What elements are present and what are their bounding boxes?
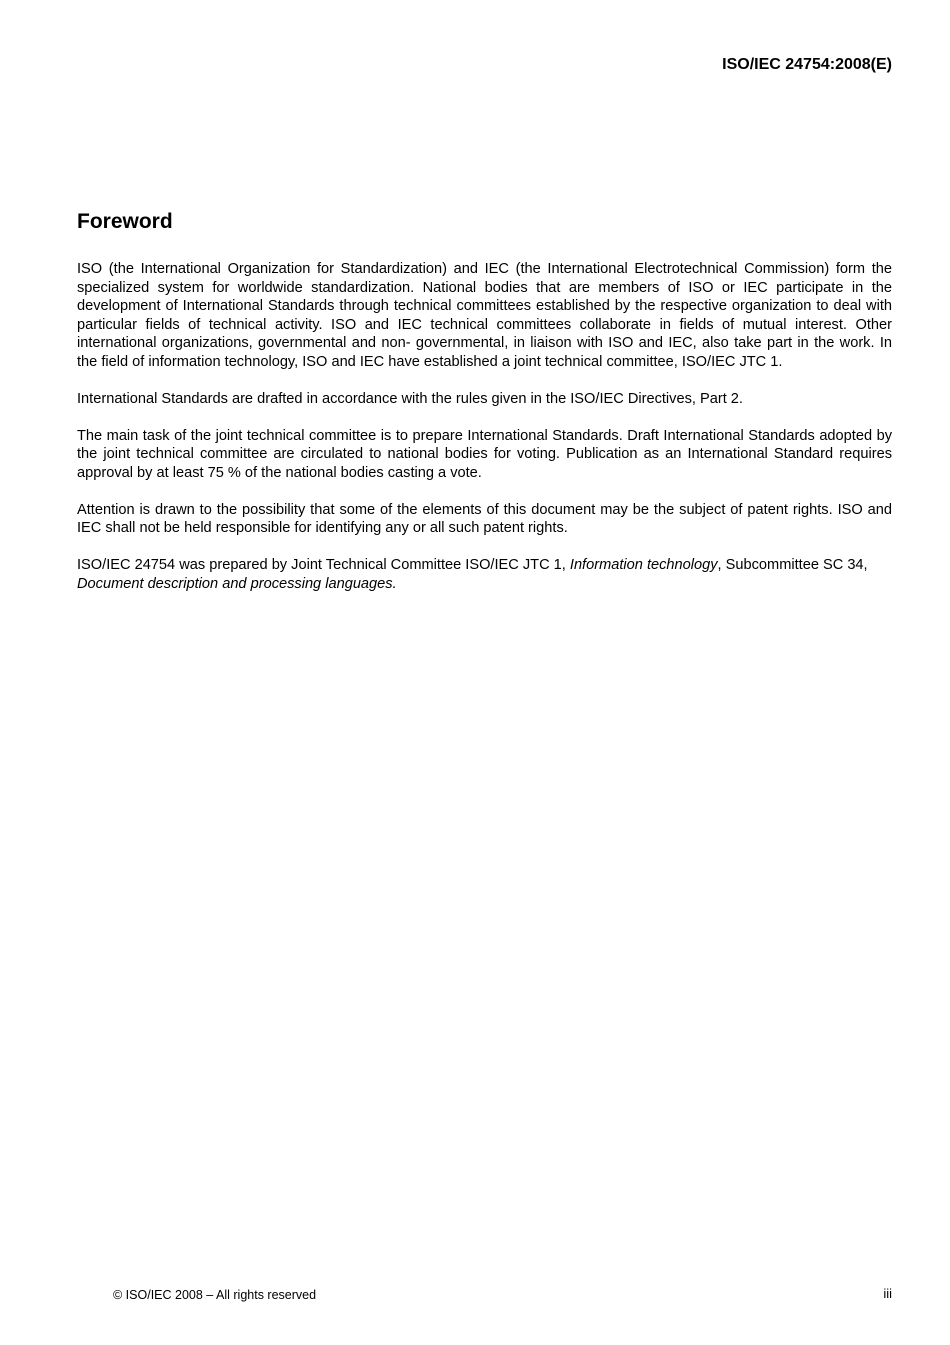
- foreword-paragraph-4: Attention is drawn to the possibility that some of the elements of this document may be the subject of patent rights. ISO and IEC shall not be held responsible for identifying any or all such patent rights.: [77, 501, 892, 536]
- preparation-text: ISO/IEC 24754 was prepared by Joint Technical Committee ISO/IEC JTC 1,: [77, 557, 570, 573]
- copyright-notice: © ISO/IEC 2008 – All rights reserved: [113, 1288, 317, 1302]
- foreword-heading: Foreword: [77, 210, 173, 233]
- subcommittee-text: , Subcommittee SC 34,: [717, 557, 868, 573]
- foreword-paragraph-1: ISO (the International Organization for Standardization) and IEC (the International Electrotechnical Commission) form the specialized system for worldwide standardization. National bodies that are members of ISO or IEC participate in the development of International Standards through technical committees established by the respective organization to deal with particular fields of technical activity. ISO and IEC technical committees collaborate in fields of mutual interest. Other international organizations, governmental and non- governmental, in liaison with ISO and IEC, also take part in the work. In the field of information technology, ISO and IEC have established a joint technical committee, ISO/IEC JTC 1.: [77, 261, 892, 370]
- foreword-paragraph-3: The main task of the joint technical committee is to prepare International Standards. Draft International Standards adopted by the joint technical committee are circulated to national bodies for voting. Publication as an International Standard requires approval by at least 75 % of the national bodies casting a vote.: [77, 427, 892, 481]
- foreword-paragraph-2: International Standards are drafted in accordance with the rules given in the ISO/IEC Directives, Part 2.: [77, 390, 743, 407]
- subcommittee-name: Document description and processing languages.: [77, 575, 397, 592]
- committee-name: Information technology: [569, 557, 718, 573]
- foreword-body: [77, 260, 892, 612]
- page-number: iii: [883, 1286, 892, 1301]
- document-identifier: ISO/IEC 24754:2008(E): [722, 56, 892, 73]
- foreword-paragraph-5: [77, 556, 892, 593]
